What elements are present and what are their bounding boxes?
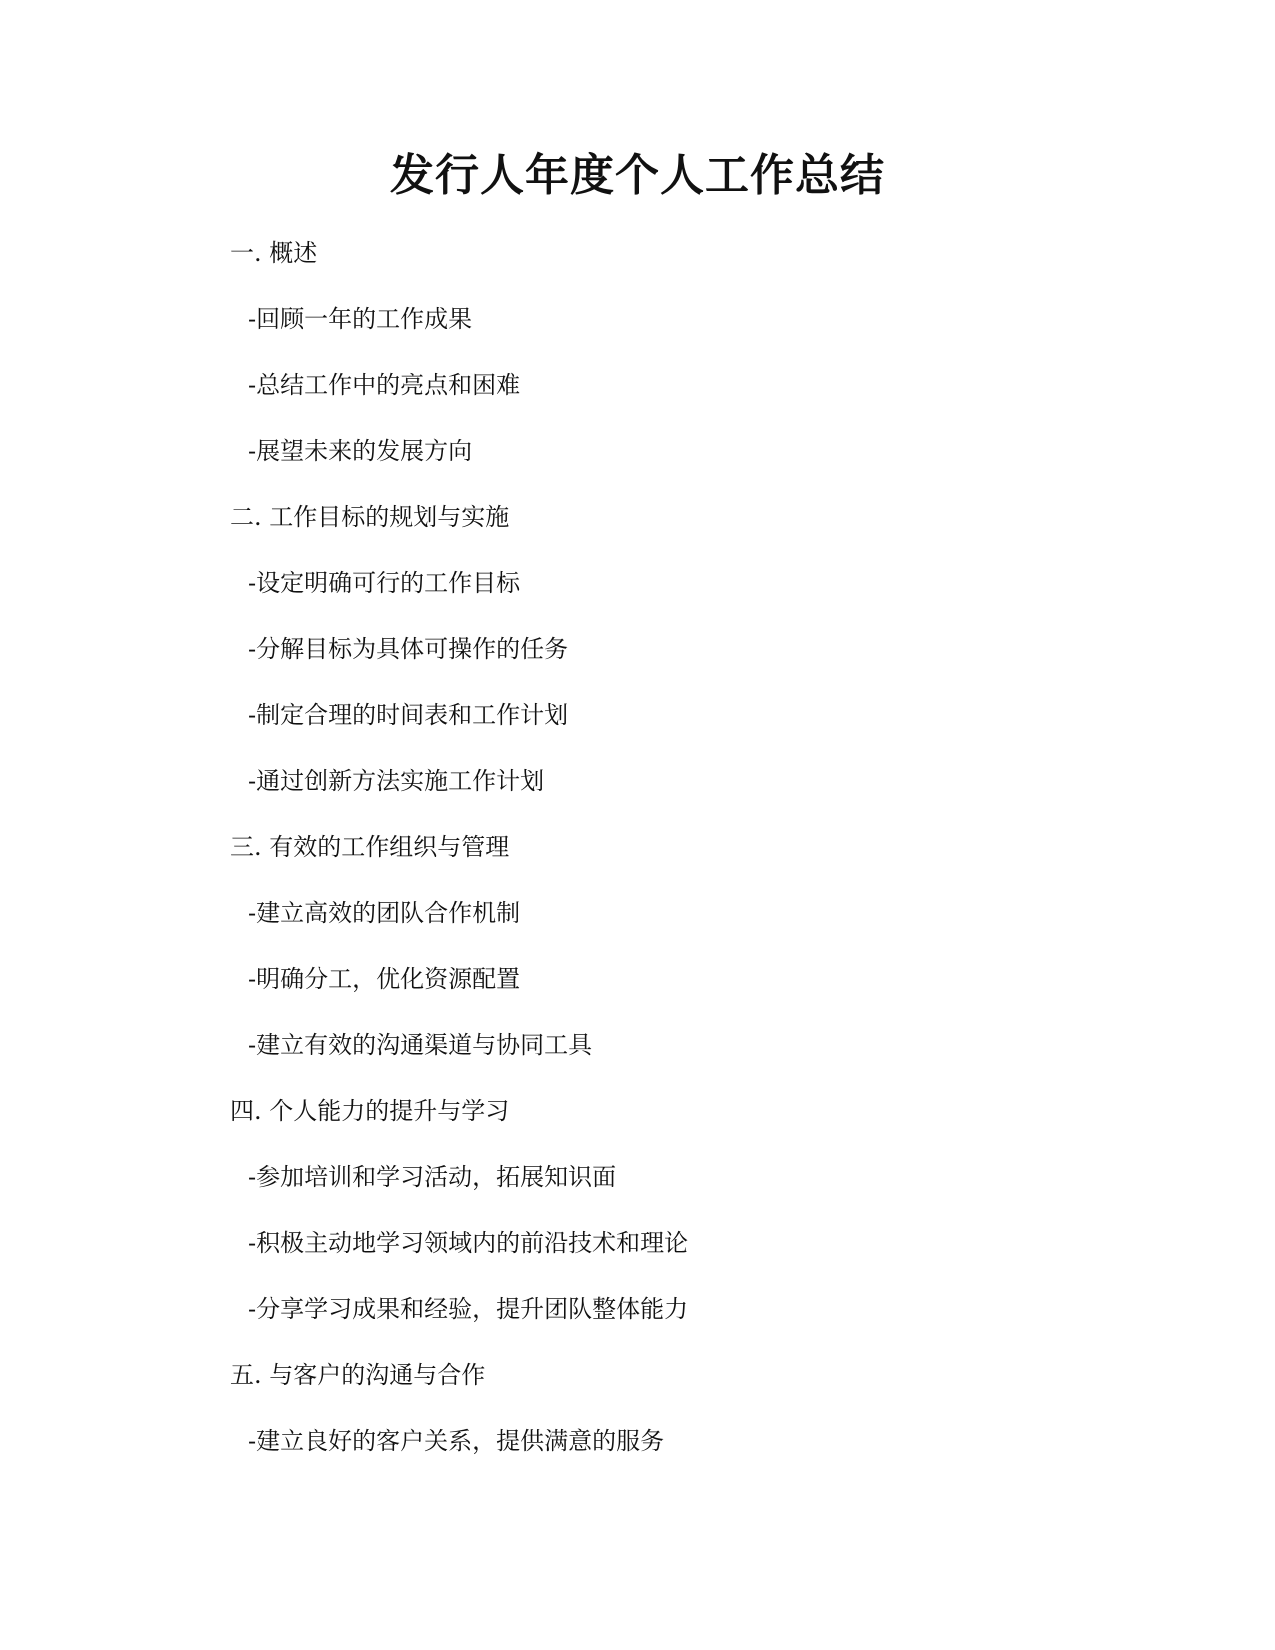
list-item: -参加培训和学习活动，拓展知识面 <box>248 1163 617 1191</box>
list-item: -制定合理的时间表和工作计划 <box>248 701 569 729</box>
section-heading: 二. 工作目标的规划与实施 <box>230 503 510 531</box>
section-heading: 五. 与客户的沟通与合作 <box>230 1361 486 1389</box>
document-title: 发行人年度个人工作总结 <box>390 150 885 201</box>
list-item: -建立高效的团队合作机制 <box>248 899 521 927</box>
section-heading: 三. 有效的工作组织与管理 <box>230 833 510 861</box>
list-item: -建立良好的客户关系，提供满意的服务 <box>248 1427 665 1455</box>
section-heading: 四. 个人能力的提升与学习 <box>230 1097 510 1125</box>
list-item: -分解目标为具体可操作的任务 <box>248 635 569 663</box>
list-item: -设定明确可行的工作目标 <box>248 569 521 597</box>
list-item: -明确分工，优化资源配置 <box>248 965 521 993</box>
list-item: -回顾一年的工作成果 <box>248 305 473 333</box>
list-item: -分享学习成果和经验，提升团队整体能力 <box>248 1295 689 1323</box>
outline-list <box>230 238 1130 1492</box>
list-item: -通过创新方法实施工作计划 <box>248 767 545 795</box>
section-heading: 一. 概述 <box>230 239 318 267</box>
list-item: -总结工作中的亮点和困难 <box>248 371 521 399</box>
list-item: -展望未来的发展方向 <box>248 437 473 465</box>
list-item: -积极主动地学习领域内的前沿技术和理论 <box>248 1229 689 1257</box>
list-item: -建立有效的沟通渠道与协同工具 <box>248 1031 593 1059</box>
